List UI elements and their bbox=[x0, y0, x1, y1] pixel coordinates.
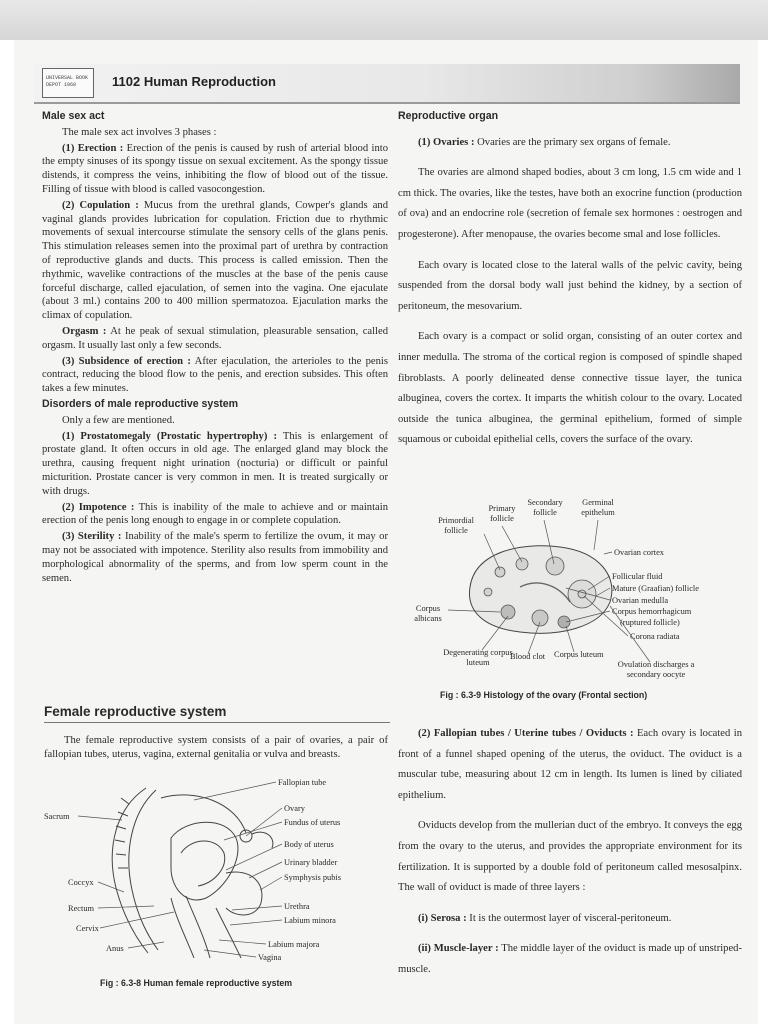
copulation-paragraph bbox=[42, 199, 388, 323]
subsidence-text: After ejaculation, the arterioles to the penis contract, reducing the blood flow to the penis, and erection subsides. This often takes a few minutes. bbox=[42, 355, 388, 395]
label-mature-follicle: Mature (Graafian) follicle bbox=[612, 584, 699, 593]
sterility-paragraph bbox=[42, 530, 388, 585]
label-urethra: Urethra bbox=[284, 902, 310, 911]
label-ovary: Ovary bbox=[284, 804, 305, 813]
male-sex-act-heading: Male sex act bbox=[42, 110, 105, 122]
muscle-layer-label: (ii) Muscle-layer : bbox=[418, 943, 499, 955]
label-germinal-epithelium: Germinal epithelum bbox=[581, 498, 615, 517]
muscle-layer-text: The middle layer of the oviduct is made up of unstriped-muscle. bbox=[398, 943, 743, 975]
fallopian-label: (2) Fallopian tubes / Uterine tubes / Oviducts : bbox=[418, 728, 634, 739]
prostatomegaly-label: (1) Prostatomegaly (Prostatic hypertrophy) : bbox=[62, 430, 277, 442]
female-intro bbox=[44, 734, 388, 762]
orgasm-paragraph bbox=[42, 325, 388, 353]
sterility-text: Inability of the male's sperm to fertilize the ovum, it may or may not be associated with impotence. Sterility also results from immobility and morphological abnormality of the sperms, and from low sperm count in the semen. bbox=[42, 531, 389, 584]
right-column bbox=[398, 106, 742, 461]
book-page bbox=[14, 40, 758, 1024]
label-degenerating-corpus-luteum: Degenerating corpus luteum bbox=[443, 648, 513, 667]
copulation-text: Mucus from the urethral glands, Cowper's glands and vaginal glands provides lubrication for copulation. Friction due to rhythmic movements of sexual intercourse stimulate the sensory cells of the glans penis. This stimulation releases semen into the proximal part of urethra by contraction of reproductive glands and ducts. This process is called emission. Then the rhythmic, wavelike contractions of the muscles at the base of the penis cause forceful discharge, called ejaculation, of semen into the vagina. One ejaculate (about 3 ml.) contains 200 to 400 million spermatozoa. Ejaculation marks the climax of copulation. bbox=[42, 199, 388, 322]
orgasm-label: Orgasm : bbox=[62, 325, 107, 337]
label-secondary-follicle: Secondary follicle bbox=[527, 498, 563, 517]
ovary-location: Each ovary is located close to the lateral walls of the pelvic cavity, being suspended from the dorsal body wall just behind the kidney, by a section of peritoneum, the mesovarium. bbox=[398, 259, 742, 312]
page-title: 1102 Human Reproduction bbox=[112, 74, 276, 89]
scan-top-band bbox=[0, 0, 768, 40]
disorders-heading: Disorders of male reproductive system bbox=[42, 397, 239, 410]
subsidence-paragraph bbox=[42, 355, 388, 396]
label-corpus-luteum: Corpus luteum bbox=[554, 650, 604, 659]
label-labium-majora: Labium majora bbox=[268, 940, 320, 949]
label-sacrum: Sacrum bbox=[44, 812, 70, 821]
female-intro-text: The female reproductive system consists of a pair of ovaries, a pair of fallopian tubes, uterus, vagina, external genitalia or vulva and breasts. bbox=[44, 735, 388, 760]
label-urinary-bladder: Urinary bladder bbox=[284, 858, 338, 867]
label-blood-clot: Blood clot bbox=[510, 652, 546, 661]
serosa-label: (i) Serosa : bbox=[418, 912, 467, 924]
page-header bbox=[34, 64, 740, 104]
impotence-label: (2) Impotence : bbox=[62, 501, 135, 513]
ovary-figure-caption: Fig : 6.3-9 Histology of the ovary (Frontal section) bbox=[440, 690, 648, 700]
label-corpus-hemorrhagicum: Corpus hemorrhagicum bbox=[612, 607, 692, 616]
oviduct-paragraph: Oviducts develop from the mullerian duct of the embryo. It conveys the egg from the ovary to the uterus, and provides the appropriate environment for its fertilization. It is supported by a double fold of peritoneum called mesosalpinx. The wall of oviduct is made of three layers : bbox=[398, 820, 742, 894]
prostatomegaly-text: This is enlargement of prostate gland. It often occurs in old age. The enlarged gland may block the urethra, causing frequent night urination (nocturia) or difficult or painful micturition. Prostate cancer is very common in men. It is treated surgically or with drugs. bbox=[42, 430, 388, 497]
label-follicular-fluid: Follicular fluid bbox=[612, 572, 663, 581]
right-column-lower bbox=[398, 724, 742, 983]
erection-text: Erection of the penis is caused by rush of arterial blood into the empty sinuses of its spongy tissue on sexual excitement. As the spongy tissue distends, it compress the veins, inhibiting the flow of blood out of the tissue. Filling of tissue with blood is called vasocongestion. bbox=[42, 142, 388, 195]
label-primary-follicle: Primary follicle bbox=[488, 504, 516, 523]
reproductive-organ-heading: Reproductive organ bbox=[398, 110, 499, 122]
label-body-uterus: Body of uterus bbox=[284, 840, 334, 849]
ovaries-paragraph bbox=[398, 133, 742, 154]
erection-paragraph bbox=[42, 142, 388, 197]
label-corona-radiata: Corona radiata bbox=[630, 632, 680, 641]
ovaries-label: (1) Ovaries : bbox=[418, 136, 475, 148]
muscle-layer-paragraph bbox=[398, 939, 742, 980]
label-ovarian-medulla: Ovarian medulla bbox=[612, 596, 669, 605]
label-anus: Anus bbox=[106, 944, 124, 953]
orgasm-text: At he peak of sexual stimulation, pleasurable sensation, called orgasm. It usually last only a few seconds. bbox=[42, 325, 388, 351]
label-ruptured-follicle: (ruptured follicle) bbox=[620, 618, 680, 627]
serosa-text: It is the outermost layer of visceral-peritoneum. bbox=[466, 912, 672, 924]
label-cervix: Cervix bbox=[76, 924, 99, 933]
fallopian-text: Each ovary is located in front of a funnel shaped opening of the uterus, the oviduct. The oviduct is a muscular tube, measuring about 12 cm in length. Its lumen is lined by ciliated epithelium. bbox=[398, 728, 742, 801]
ovary-structure: Each ovary is a compact or solid organ, consisting of an outer cortex and inner medulla. The stroma of the cortical region is composed of spindle shaped fibroblasts. A poorly delineated dense connective tissue layer, the tunica albuginea, covers the cortex. It imparts the whitish colour to the ovary. Located outside the tunica albuginea, the germinal epithelium, formed of simple squamous or cuboidal epithelial cells, covers the surface of the ovary. bbox=[398, 331, 742, 446]
label-primordial-follicle: Primordial follicle bbox=[438, 516, 474, 535]
female-figure-caption: Fig : 6.3-8 Human female reproductive system bbox=[100, 978, 293, 988]
sterility-label: (3) Sterility : bbox=[62, 531, 122, 543]
label-symphysis: Symphysis pubis bbox=[284, 873, 342, 882]
impotence-paragraph bbox=[42, 501, 388, 529]
label-ovulation: Ovulation discharges a secondary oocyte bbox=[617, 660, 695, 679]
label-fundus: Fundus of uterus bbox=[284, 818, 341, 827]
disorders-intro: Only a few are mentioned. bbox=[62, 414, 175, 426]
publisher-logo: UNIVERSAL BOOK DEPOT 1960 bbox=[42, 68, 94, 98]
label-coccyx: Coccyx bbox=[68, 878, 94, 887]
ovary-histology-diagram bbox=[460, 532, 620, 642]
erection-label: (1) Erection : bbox=[62, 142, 124, 154]
female-section-heading: Female reproductive system bbox=[44, 704, 390, 723]
label-rectum: Rectum bbox=[68, 904, 95, 913]
serosa-paragraph bbox=[398, 909, 742, 930]
label-vagina: Vagina bbox=[258, 953, 282, 962]
label-ovarian-cortex: Ovarian cortex bbox=[614, 548, 664, 557]
ovaries-text: Ovaries are the primary sex organs of female. bbox=[474, 136, 671, 148]
ovaries-description: The ovaries are almond shaped bodies, about 3 cm long, 1.5 cm wide and 1 cm thick. The ovaries, like the testes, have both an exocrine function (production of ova) and an endocrine role (secretion of female sex hormones : oestrogen and progesterone). After menopause, the ovaries become smal and lose follicles. bbox=[398, 167, 742, 240]
label-labium-minora: Labium minora bbox=[284, 916, 336, 925]
prostatomegaly-paragraph bbox=[42, 430, 388, 499]
fallopian-paragraph bbox=[398, 724, 742, 806]
intro-paragraph: The male sex act involves 3 phases : bbox=[62, 126, 217, 138]
label-corpus-albicans: Corpus albicans bbox=[414, 604, 442, 623]
label-fallopian-tube: Fallopian tube bbox=[278, 778, 327, 787]
left-column bbox=[42, 110, 388, 587]
copulation-label: (2) Copulation : bbox=[62, 199, 139, 211]
subsidence-label: (3) Subsidence of erection : bbox=[62, 355, 191, 367]
impotence-text: This is inability of the male to achieve and or maintain erection of the penis long enough to engage in or complete copulation. bbox=[42, 501, 388, 527]
